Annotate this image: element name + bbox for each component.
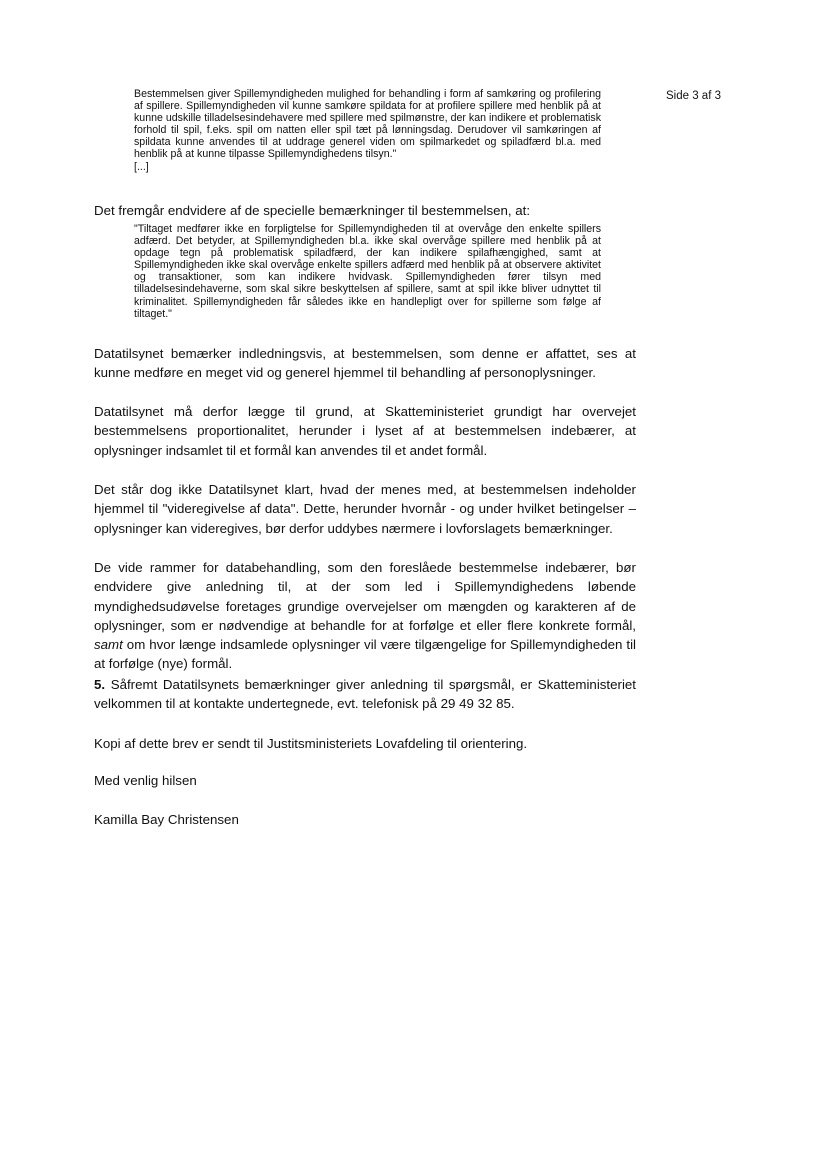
quote-1-ellipsis: [...]	[134, 160, 149, 173]
paragraph-2: Datatilsynet må derfor lægge til grund, at Skatteministeriet grundigt har overvejet bestemmelsens proportionalitet, herunder i lyset af at bestemmelsen indebærer, at oplysninger indsamlet til et formål kan anvendes til et andet formål.	[94, 404, 636, 458]
closing-greeting: Med venlig hilsen	[94, 773, 197, 788]
paragraph-3: Det står dog ikke Datatilsynet klart, hvad der menes med, at bestemmelsen indeholder hjemmel til "videregivelse af data". Dette, herunder hvornår - og under hvilket betingelser – oplysninger kan videregives, bør derfor uddybes nærmere i lovforslagets bemærkninger.	[94, 482, 636, 536]
paragraph-4-part-2: om hvor længe indsamlede oplysninger vil være tilgængelige for Spillemyndigheden til at forfølge (nye) formål.	[94, 637, 636, 672]
paragraph-4-emphasis: samt	[94, 637, 123, 653]
quote-block-2: "Tiltaget medfører ikke en forpligtelse for Spillemyndigheden til at overvåge den enkelte spillers adfærd. Det betyder, at Spillemyndigheden bl.a. ikke skal overvåge spillere med henblik på at opdage tegn på problematisk spiladfærd, der kan indikere spilafhængighed, samt at Spillemyndigheden ikke skal overvåge enkelte spillers adfærd med henblik på at observere aktivitet og transaktioner, som kan indikere hvidvask. Spillemyndigheden fører tilsyn med tilladelsesindehaverne, som skal sikre beskyttelsen af spillere, samt at spil ikke bliver udnyttet til kriminalitet. Spillemyndigheden får således ikke en handlepligt over for spillerne som følge af tiltaget."	[134, 223, 601, 320]
quote-block-1	[134, 88, 601, 173]
signature-name: Kamilla Bay Christensen	[94, 812, 239, 827]
copy-note: Kopi af dette brev er sendt til Justitsministeriets Lovafdeling til orientering.	[94, 736, 528, 751]
paragraph-4-part-1: De vide rammer for databehandling, som den foreslåede bestemmelse indebærer, bør endvidere give anledning til, at der som led i Spillemyndighedens løbende myndighedsudøvelse foretages grundige overvejelser om mængden og karakteren af de oplysninger, som er nødvendige at behandle for at forfølge et eller flere konkrete formål,	[94, 560, 636, 633]
page-number: Side 3 af 3	[666, 90, 721, 102]
quote-1-text: Bestemmelsen giver Spillemyndigheden mulighed for behandling i form af samkøring og profilering af spillere. Spillemyndigheden vil kunne samkøre spildata for at profilere spillere med henblik på at kunne udskille tilladelsesindehavere med spillere med spilmønstre, der kan indikere et problematisk forhold til spil, f.eks. spil om natten eller spil tæt på lønningsdag. Derudover vil samkøringen af spildata kunne anvendes til at uddrage generel viden om spilmarkedet og spiladfærd bl.a. med henblik på at kunne tilpasse Spillemyndighedens tilsyn."	[134, 88, 601, 161]
paragraph-5	[94, 675, 636, 714]
section-number: 5.	[94, 677, 106, 692]
intro-paragraph: Det fremgår endvidere af de specielle bemærkninger til bestemmelsen, at:	[94, 203, 531, 218]
paragraph-1: Datatilsynet bemærker indledningsvis, at bestemmelsen, som denne er affattet, ses at kunne medføre en meget vid og generel hjemmel til behandling af personoplysninger.	[94, 346, 636, 381]
paragraph-4	[94, 558, 636, 674]
paragraph-5-text: Såfremt Datatilsynets bemærkninger giver anledning til spørgsmål, er Skatteministeriet velkommen til at kontakte undertegnede, evt. telefonisk på 29 49 32 85.	[94, 677, 636, 712]
